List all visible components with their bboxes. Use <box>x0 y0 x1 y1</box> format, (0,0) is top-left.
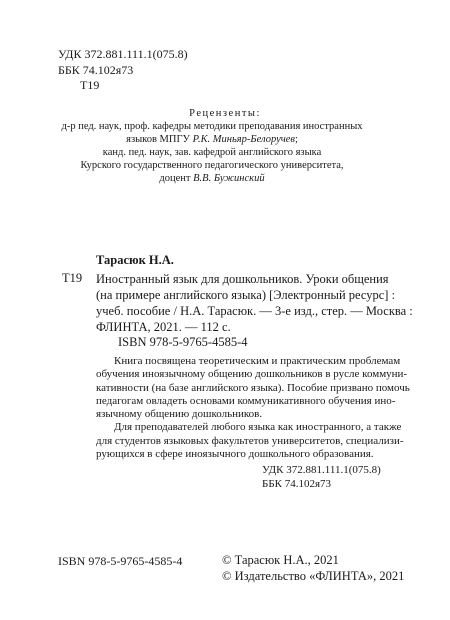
top-classification <box>58 46 188 78</box>
annotation <box>96 355 418 461</box>
udk-code: УДК 372.881.111.1(075.8) <box>58 47 188 61</box>
isbn: ISBN 978-5-9765-4585-4 <box>118 335 248 349</box>
bottom-classification <box>262 463 381 491</box>
biblio-line: Иностранный язык для дошкольников. Уроки общения <box>96 272 389 286</box>
bbk-code: ББК 74.102я73 <box>58 63 134 77</box>
biblio-line: (на примере английского языка) [Электронный ресурс] : <box>96 288 396 302</box>
reviewers-heading: Рецензенты: <box>189 108 261 119</box>
reviewer-name: Р.К. Миньяр-Белоручев <box>192 134 295 145</box>
annotation-line: Для преподавателей любого языка как иностранного, а также <box>114 421 402 434</box>
reviewer-line: д-р пед. наук, проф. кафедры методики преподавания иностранных <box>61 121 363 132</box>
author-heading: Тарасюк Н.А. <box>96 253 174 267</box>
annotation-line: язычному общению дошкольников. <box>96 408 263 421</box>
biblio-line: ФЛИНТА, 2021. — 112 с. <box>96 320 231 334</box>
reviewer-line: канд. пед. наук, зав. кафедрой английского языка <box>102 147 322 158</box>
reviewer-name: В.В. Бужинский <box>193 173 265 184</box>
reviewer-line: доцент В.В. Бужинский <box>159 173 265 184</box>
annotation-line: рующихся в сфере иноязычного дошкольного образования. <box>96 448 374 461</box>
copyright-publisher: © Издательство «ФЛИНТА», 2021 <box>222 569 405 583</box>
author-mark: Т19 <box>62 271 83 285</box>
copyright-author: © Тарасюк Н.А., 2021 <box>222 553 339 567</box>
reviewer-line: Курского государственного педагогического университета, <box>80 160 344 171</box>
reviewer-line: языков МПГУ Р.К. Миньяр-Белоручев; <box>126 134 298 145</box>
annotation-line: для студентов языковых факультетов университетов, специализи- <box>96 434 404 447</box>
reviewers-block <box>22 120 402 185</box>
copyright-block <box>222 552 404 584</box>
udk-code: УДК 372.881.111.1(075.8) <box>262 464 381 476</box>
annotation-line: Книга посвящена теоретическим и практическим проблемам <box>114 355 401 367</box>
author-mark: Т19 <box>80 78 100 92</box>
bibliographic-description <box>96 271 418 335</box>
biblio-line: учеб. пособие / Н.А. Тарасюк. — 3-е изд., стер. — Москва : <box>96 304 413 318</box>
annotation-line: педагогам овладеть основами коммуникативного обучения ино- <box>96 394 396 407</box>
bbk-code: ББК 74.102я73 <box>262 478 332 490</box>
annotation-line: обучения иноязычному общению дошкольников в русле коммуни- <box>96 368 408 381</box>
footer-isbn: ISBN 978-5-9765-4585-4 <box>58 554 183 568</box>
annotation-line: кативности (на базе английского языка). Пособие призвано помочь <box>96 381 410 394</box>
